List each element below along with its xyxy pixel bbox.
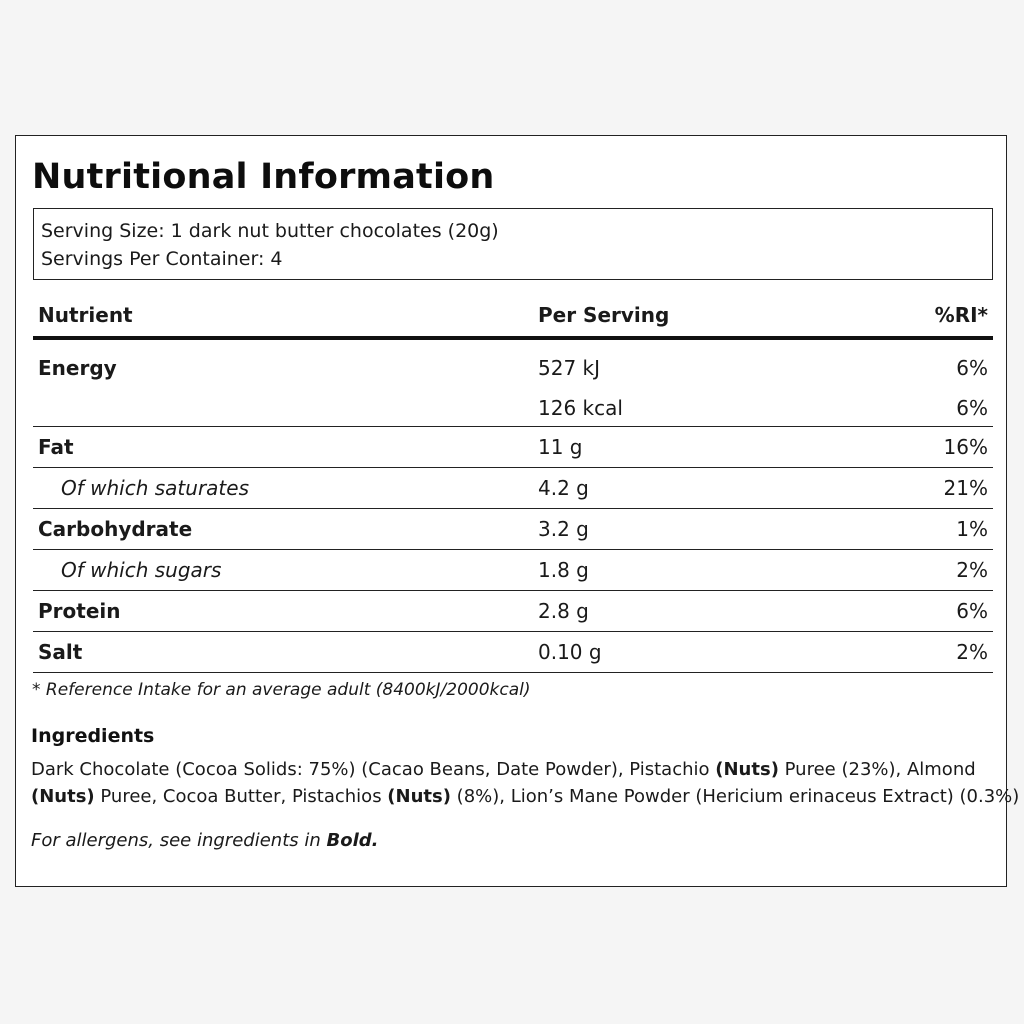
per-serving-value: 4.2 g <box>538 476 589 500</box>
allergen-note-text: For allergens, see ingredients in <box>31 830 327 851</box>
reference-intake-note: * Reference Intake for an average adult (8400kJ/2000kcal) <box>32 680 531 700</box>
ri-value: 6% <box>956 599 988 623</box>
header-per-serving: Per Serving <box>538 303 670 327</box>
table-row-saturates <box>33 468 993 509</box>
nutrition-table <box>33 296 993 673</box>
nutrient-name: Of which saturates <box>61 476 249 500</box>
nutrient-name: Energy <box>38 356 117 380</box>
allergen-note <box>31 830 378 851</box>
allergen-nuts: (Nuts) <box>387 786 451 807</box>
table-row-fat <box>33 427 993 468</box>
ingredients-line-2 <box>31 783 1020 810</box>
ingredients-heading: Ingredients <box>31 725 155 747</box>
ri-value: 21% <box>943 476 988 500</box>
per-serving-value: 3.2 g <box>538 517 589 541</box>
allergen-note-bold: Bold. <box>326 830 379 851</box>
per-serving-value: 1.8 g <box>538 558 589 582</box>
table-row-carbohydrate <box>33 509 993 550</box>
per-serving-value: 11 g <box>538 435 583 459</box>
page-title: Nutritional Information <box>32 157 495 197</box>
ri-value: 1% <box>956 517 988 541</box>
nutrient-name: Fat <box>38 435 74 459</box>
ri-value: 2% <box>956 558 988 582</box>
nutrient-name: Carbohydrate <box>38 517 193 541</box>
ingredients-text-segment: Puree (23%), Almond <box>778 759 976 780</box>
energy-kcal-value: 126 kcal <box>538 396 623 420</box>
serving-info-box <box>33 208 993 280</box>
nutrient-name: Protein <box>38 599 121 623</box>
servings-per-container: Servings Per Container: 4 <box>41 248 283 270</box>
per-serving-value: 0.10 g <box>538 640 602 664</box>
ri-value: 2% <box>956 640 988 664</box>
ingredients-list <box>31 756 1020 810</box>
serving-size: Serving Size: 1 dark nut butter chocolates (20g) <box>41 220 499 242</box>
table-row-protein <box>33 591 993 632</box>
energy-kj-ri: 6% <box>956 356 988 380</box>
ingredients-text-segment: (8%), Lion’s Mane Powder (Hericium erinaceus Extract) (0.3%) <box>450 786 1020 807</box>
energy-kj-value: 527 kJ <box>538 356 601 380</box>
energy-kcal-ri: 6% <box>956 396 988 420</box>
allergen-nuts: (Nuts) <box>31 786 95 807</box>
ingredients-text-segment: Dark Chocolate (Cocoa Solids: 75%) (Cacao Beans, Date Powder), Pistachio <box>31 759 716 780</box>
per-serving-value: 2.8 g <box>538 599 589 623</box>
nutrient-name: Salt <box>38 640 83 664</box>
ri-value: 16% <box>943 435 988 459</box>
nutrient-name: Of which sugars <box>61 558 222 582</box>
header-ri: %RI* <box>934 303 988 327</box>
allergen-nuts: (Nuts) <box>715 759 779 780</box>
table-row-salt <box>33 632 993 673</box>
ingredients-line-1 <box>31 756 996 783</box>
ingredients-text-segment: Puree, Cocoa Butter, Pistachios <box>94 786 388 807</box>
table-row-sugars <box>33 550 993 591</box>
nutrition-panel <box>15 135 1020 887</box>
header-nutrient: Nutrient <box>38 303 133 327</box>
table-row-energy <box>33 340 993 427</box>
table-header-row <box>33 296 993 340</box>
